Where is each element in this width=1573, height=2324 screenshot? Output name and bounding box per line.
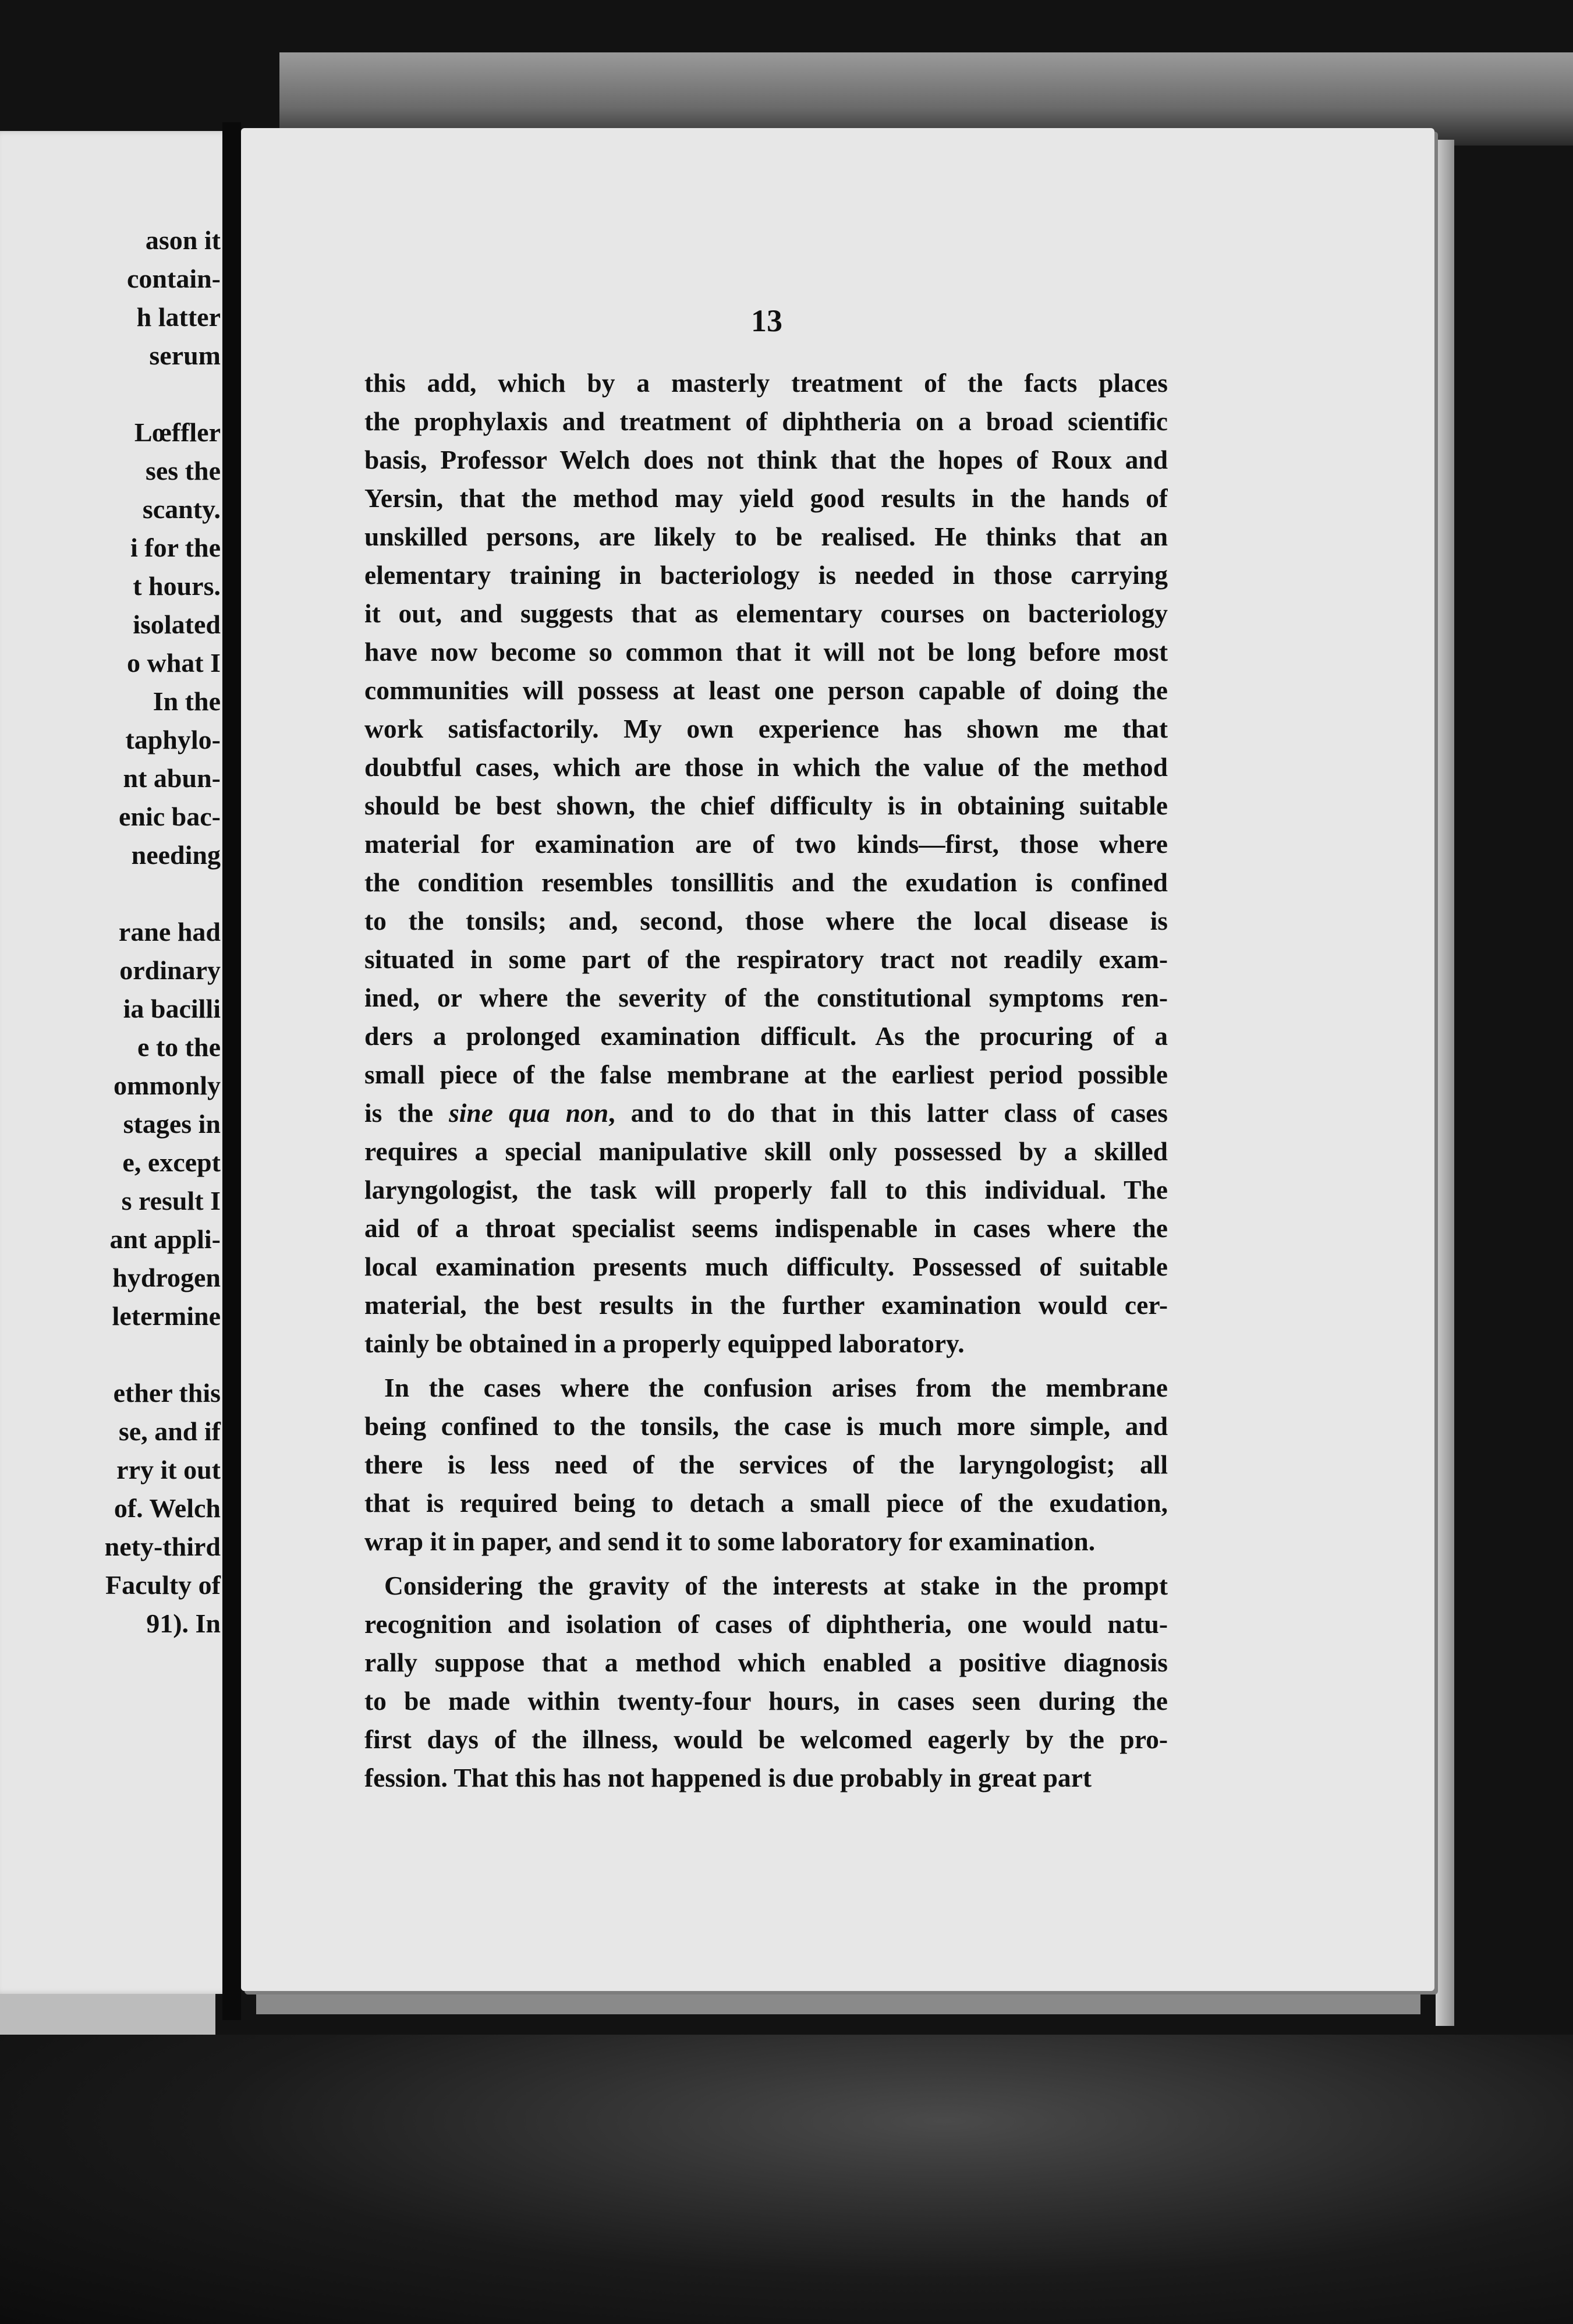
text-line: doubtful cases, which are those in which the value of the method bbox=[364, 752, 1168, 782]
page-number: 13 bbox=[751, 303, 782, 338]
text-line: the prophylaxis and treatment of diphtheria on a broad scientific bbox=[364, 406, 1168, 436]
left-page-text-fragment: ommonly bbox=[114, 1071, 221, 1100]
text-line: local examination presents much difficulty. Possessed of suitable bbox=[364, 1252, 1168, 1281]
left-page-text-fragment: scanty. bbox=[142, 494, 221, 524]
text-line: work satisfactorily. My own experience has shown me that bbox=[364, 714, 1168, 743]
text-line: situated in some part of the respiratory tract not readily exam- bbox=[364, 944, 1168, 974]
left-page-text-fragment: s result I bbox=[121, 1186, 221, 1216]
text-line: have now become so common that it will not be long before most bbox=[364, 637, 1168, 667]
text-line: that is required being to detach a small piece of the exudation, bbox=[364, 1488, 1168, 1518]
page-stack-right-edge bbox=[1436, 140, 1454, 2026]
left-page-text-fragment: i for the bbox=[130, 533, 221, 562]
left-page-text-fragment: rane had bbox=[118, 917, 221, 947]
text-line: tainly be obtained in a properly equipped laboratory. bbox=[364, 1328, 965, 1358]
text-line: being confined to the tonsils, the case is much more simple, and bbox=[364, 1411, 1168, 1441]
text-line: first days of the illness, would be welcomed eagerly by the pro- bbox=[364, 1724, 1168, 1754]
left-page-text-fragment: isolated bbox=[133, 610, 221, 639]
text-line: communities will possess at least one person capable of doing the bbox=[364, 675, 1168, 705]
left-page-text-fragment: ordinary bbox=[119, 955, 221, 985]
text-line: material for examination are of two kinds—first, those where bbox=[364, 829, 1168, 859]
left-page-text-fragment: nety-third bbox=[104, 1532, 221, 1561]
text-line: this add, which by a masterly treatment of the facts places bbox=[364, 368, 1168, 398]
text-line: elementary training in bacteriology is needed in those carrying bbox=[364, 560, 1168, 590]
text-line: basis, Professor Welch does not think that the hopes of Roux and bbox=[364, 445, 1168, 474]
left-page-text-fragment: Faculty of bbox=[105, 1570, 221, 1600]
left-page-text-fragment: ason it bbox=[145, 225, 221, 255]
text-line: there is less need of the services of the laryngologist; all bbox=[364, 1450, 1168, 1479]
left-page-text-fragment: hydrogen bbox=[112, 1263, 221, 1292]
text-line: laryngologist, the task will properly fall to this individual. The bbox=[364, 1175, 1168, 1204]
left-page-text-fragment: serum bbox=[149, 341, 221, 370]
text-line: is the sine qua non, and to do that in this latter class of cases bbox=[364, 1098, 1168, 1128]
text-line: fession. That this has not happened is due probably in great part bbox=[364, 1763, 1092, 1792]
text-line: small piece of the false membrane at the earliest period possible bbox=[364, 1060, 1168, 1089]
left-page-text-fragment: o what I bbox=[126, 648, 221, 678]
text-line: Considering the gravity of the interests at stake in the prompt bbox=[384, 1571, 1168, 1600]
left-page-text-fragment: h latter bbox=[136, 302, 221, 332]
text-line: should be best shown, the chief difficulty is in obtaining suitable bbox=[364, 791, 1168, 820]
left-page-text-fragment: stages in bbox=[123, 1109, 221, 1139]
left-page-text-fragment: enic bac- bbox=[118, 802, 221, 831]
left-page-text-fragment: ses the bbox=[145, 456, 221, 486]
book-gutter bbox=[222, 122, 241, 2020]
text-line: material, the best results in the further examination would cer- bbox=[364, 1290, 1168, 1320]
left-page-text-fragment: ia bacilli bbox=[123, 994, 221, 1023]
left-page-text-fragment: ether this bbox=[113, 1378, 221, 1408]
text-line: to be made within twenty-four hours, in cases seen during the bbox=[364, 1686, 1168, 1716]
scan-background-bottom bbox=[0, 2035, 1573, 2324]
text-line: Yersin, that the method may yield good results in the hands of bbox=[364, 483, 1168, 513]
left-page-text-fragment: ant appli- bbox=[109, 1224, 221, 1254]
text-line: In the cases where the confusion arises from the membrane bbox=[384, 1373, 1168, 1402]
left-page-text-fragment: e, except bbox=[122, 1147, 221, 1177]
text-line: it out, and suggests that as elementary courses on bacteriology bbox=[364, 598, 1168, 628]
left-page-text-fragment: taphylo- bbox=[125, 725, 221, 754]
left-page-text-fragment: of. Welch bbox=[114, 1493, 221, 1523]
left-page-text-fragment: t hours. bbox=[133, 571, 221, 601]
text-line: requires a special manipulative skill only possessed by a skilled bbox=[364, 1136, 1168, 1166]
text-line: ined, or where the severity of the constitutional symptoms ren- bbox=[364, 983, 1168, 1012]
text-line: to the tonsils; and, second, those where the local disease is bbox=[364, 906, 1168, 936]
left-page-text-fragment: In the bbox=[153, 686, 221, 716]
text-line: aid of a throat specialist seems indispenable in cases where the bbox=[364, 1213, 1168, 1243]
text-line: recognition and isolation of cases of diphtheria, one would natu- bbox=[364, 1609, 1168, 1639]
left-page-text-fragment: rry it out bbox=[116, 1455, 221, 1485]
left-page bbox=[0, 131, 230, 1994]
left-page-text-fragment: letermine bbox=[112, 1301, 221, 1331]
text-line: ders a prolonged examination difficult. As the procuring of a bbox=[364, 1021, 1168, 1051]
text-line: rally suppose that a method which enabled a positive diagnosis bbox=[364, 1648, 1168, 1677]
left-page-text-fragment: nt abun- bbox=[123, 763, 221, 793]
left-page-text-fragment: needing bbox=[131, 840, 221, 870]
left-page-text-fragment: 91). In bbox=[146, 1609, 221, 1638]
text-line: wrap it in paper, and send it to some laboratory for examination. bbox=[364, 1526, 1096, 1556]
left-page-text-fragment: contain- bbox=[127, 264, 221, 293]
text-line: unskilled persons, are likely to be realised. He thinks that an bbox=[364, 522, 1168, 551]
left-page-text-fragment: se, and if bbox=[118, 1416, 221, 1446]
left-page-text-fragment: e to the bbox=[137, 1032, 221, 1062]
left-page-edge bbox=[0, 1994, 215, 2035]
left-page-text-fragment: Lœffler bbox=[134, 417, 221, 447]
text-line: the condition resembles tonsillitis and the exudation is confined bbox=[364, 867, 1168, 897]
